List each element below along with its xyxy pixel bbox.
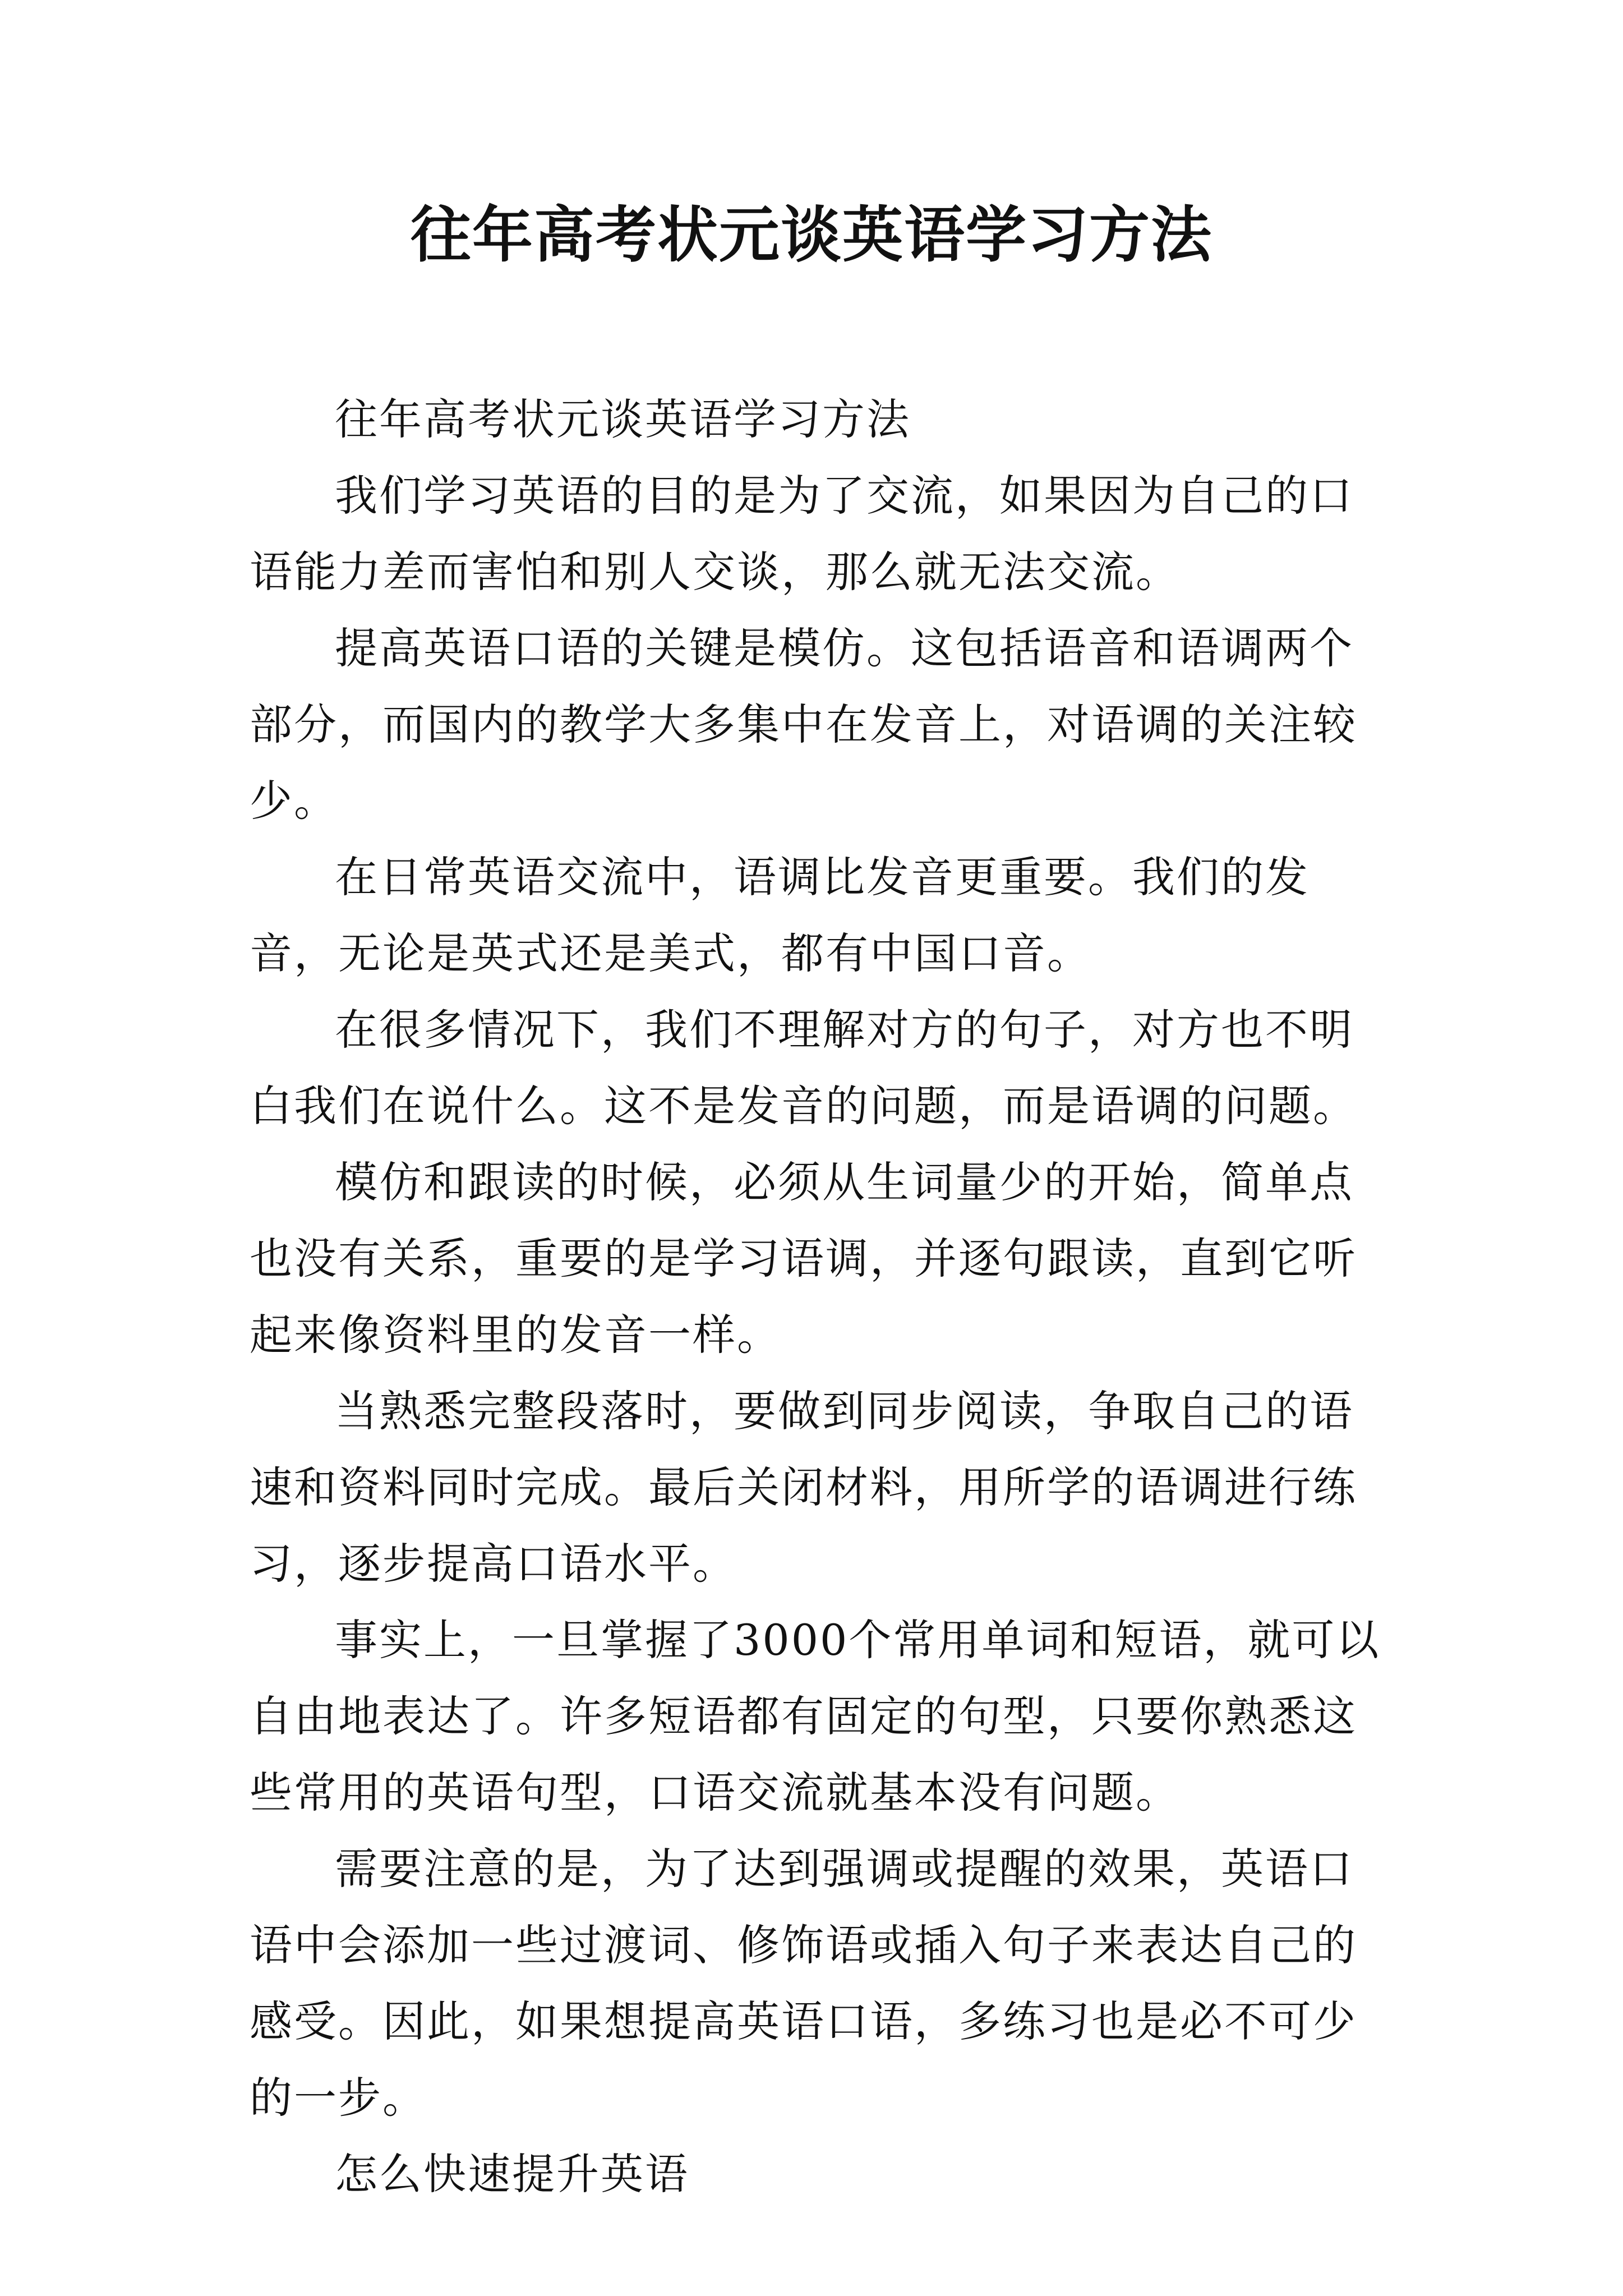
paragraph-2: 我们学习英语的目的是为了交流，如果因为自己的口语能力差而害怕和别人交谈，那么就无法交流。 [250, 471, 1354, 597]
paragraph-9: 需要注意的是，为了达到强调或提醒的效果，英语口语中会添加一些过渡词、修饰语或插入句子来表达自己的感受。因此，如果想提高英语口语，多练习也是必不可少的一步。 [250, 1844, 1357, 2123]
paragraph-3: 提高英语口语的关键是模仿。这包括语音和语调两个部分，而国内的教学大多集中在发音上，对语调的关注较少。 [250, 623, 1357, 826]
document-body [250, 381, 1394, 2212]
paragraph-1: 往年高考状元谈英语学习方法 [335, 394, 911, 444]
paragraph-8: 事实上，一旦掌握了3000个常用单词和短语，就可以自由地表达了。许多短语都有固定的句型，只要你熟悉这些常用的英语句型，口语交流就基本没有问题。 [250, 1615, 1381, 1818]
paragraph-5: 在很多情况下，我们不理解对方的句子，对方也不明白我们在说什么。这不是发音的问题，而是语调的问题。 [250, 1005, 1357, 1131]
paragraph-7: 当熟悉完整段落时，要做到同步阅读，争取自己的语速和资料同时完成。最后关闭材料，用所学的语调进行练习，逐步提高口语水平。 [250, 1386, 1357, 1589]
paragraph-6: 模仿和跟读的时候，必须从生词量少的开始，简单点也没有关系，重要的是学习语调，并逐句跟读，直到它听起来像资料里的发音一样。 [250, 1157, 1357, 1360]
paragraph-10: 怎么快速提升英语 [335, 2149, 689, 2199]
paragraph-4: 在日常英语交流中，语调比发音更重要。我们的发音，无论是英式还是美式，都有中国口音。 [250, 852, 1310, 978]
document-title: 往年高考状元谈英语学习方法 [410, 200, 1212, 270]
